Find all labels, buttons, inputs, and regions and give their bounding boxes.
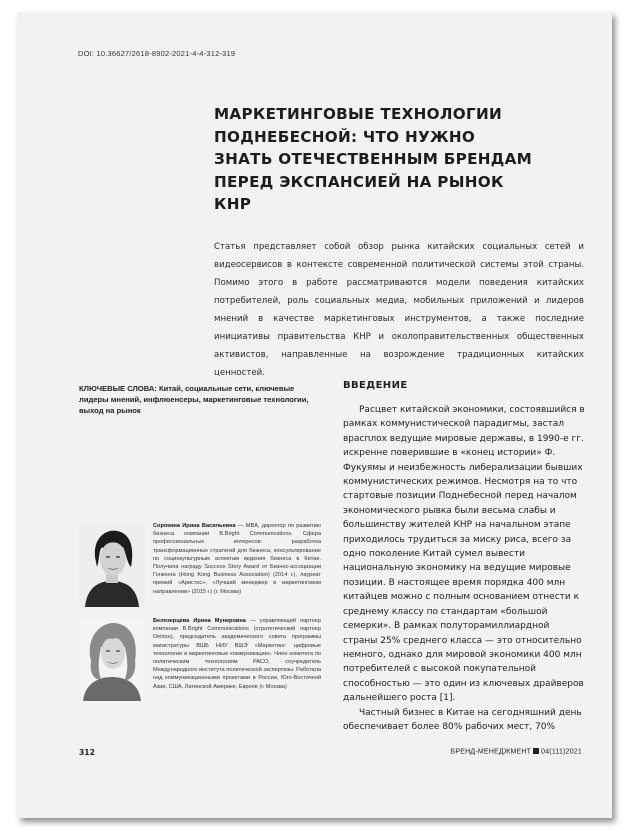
author-bio-text: — управляющий партнер компании B.Bright Communications (стратегический партнер Dentsu), председатель академического совета программы магистратуры ВШБ НИУ ВШЭ «Маркетинг: цифровые технологии и маркетинговые коммуникации». Член комитета по политическим технологиям РАСО, соучредитель Международного института политической экспертизы. Работала над коммуникационными проектами в России, Юго-Восточной Азии, США, Латинской Америке, Европе (г. Москва) — [153, 618, 321, 690]
page-number: 312 — [79, 748, 95, 757]
author-bio-belozertseva — [153, 617, 321, 691]
journal-footer — [451, 748, 582, 756]
author-photo-belozertseva — [79, 617, 145, 701]
keywords-block — [79, 383, 323, 416]
square-separator-icon — [533, 748, 539, 754]
author-photo-sorokina — [79, 523, 145, 607]
section-heading-introduction: ВВЕДЕНИЕ — [343, 380, 408, 391]
journal-issue: 04(111)2021 — [541, 748, 582, 756]
body-paragraph: Частный бизнес в Китае на сегодняшний день обеспечивает более 80% рабочих мест, 70% — [343, 707, 582, 732]
author-bio-sorokina — [153, 522, 321, 596]
article-title: МАРКЕТИНГОВЫЕ ТЕХНОЛОГИИ ПОДНЕБЕСНОЙ: ЧТО НУЖНО ЗНАТЬ ОТЕЧЕСТВЕННЫМ БРЕНДАМ ПЕРЕД ЭКСПАНСИЕЙ НА РЫНОК КНР — [214, 105, 533, 213]
author-bio-text: — MBA, директор по развитию бизнеса компании B.Bright Communications. Сфера профессиональных интересов: разработка трансформационных стратегий для бизнеса, консультирование по социокультурным аспектам ведения бизнеса в Китае. Получила награду Success Story Award от Бизнес-ассоциации Гонконга (Hong Kong Business Association) (2014 г.), лауреат премий «Аристос», «Лучший менеджер в маркетинговом направлении» (2015 г.) (г. Москва) — [153, 523, 321, 595]
journal-name: БРЕНД-МЕНЕДЖМЕНТ — [450, 748, 532, 756]
author-name: Белозерцева Ирина Мунеровна — [153, 618, 246, 624]
keywords-text: Китай, социальные сети, ключевые лидеры мнений, инфлюенсеры, маркетинговые технологии, выход на рынок — [79, 384, 309, 415]
doi-line: DOI: 10.36627/2618-8902-2021-4-4-312-319 — [78, 49, 236, 58]
article-abstract: Статья представляет собой обзор рынка китайских социальных сетей и видеосервисов в контексте современной политической системы этой страны. Помимо этого в работе рассматриваются модели поведения китайских потребителей, роль социальных медиа, мобильных приложений и лидеров мнений в качестве маркетинговых инструментов, а также последние инициативы правительства КНР и околоправительственных общественных активистов, направленные на возрождение традиционных китайских ценностей. — [214, 242, 584, 378]
body-paragraph: Расцвет китайской экономики, состоявшийся в рамках коммунистической парадигмы, застал врасплох ведущие мировые державы, в 1990-е гг. искренне поверившие в «конец истории» Ф. Фукуямы и неизбежность либерализации бывших коммунистических режимов. Несмотря на то что стартовые позиции Поднебесной перед началом экономического рывка были весьма слабы и большинству жителей КНР на начальном этапе приходилось трудиться за миску риса, всего за одно поколение Китай сумел вывести национальную экономику на ведущие мировые позиции. В настоящее время порядка 400 млн китайцев можно с полным основанием отнести к среднему классу по стандартам «большой семерки». В рамках полуторамиллиардной страны 25% среднего класса — это относительно немного, однако для мировой экономики 400 млн потребителей с высокой покупательной способностью — это один из ключевых драйверов дальнейшего роста [1]. — [343, 405, 585, 704]
author-name: Сорокина Ирина Васильевна — [153, 523, 236, 529]
introduction-body — [343, 403, 585, 734]
keywords-label: КЛЮЧЕВЫЕ СЛОВА: — [79, 384, 157, 393]
